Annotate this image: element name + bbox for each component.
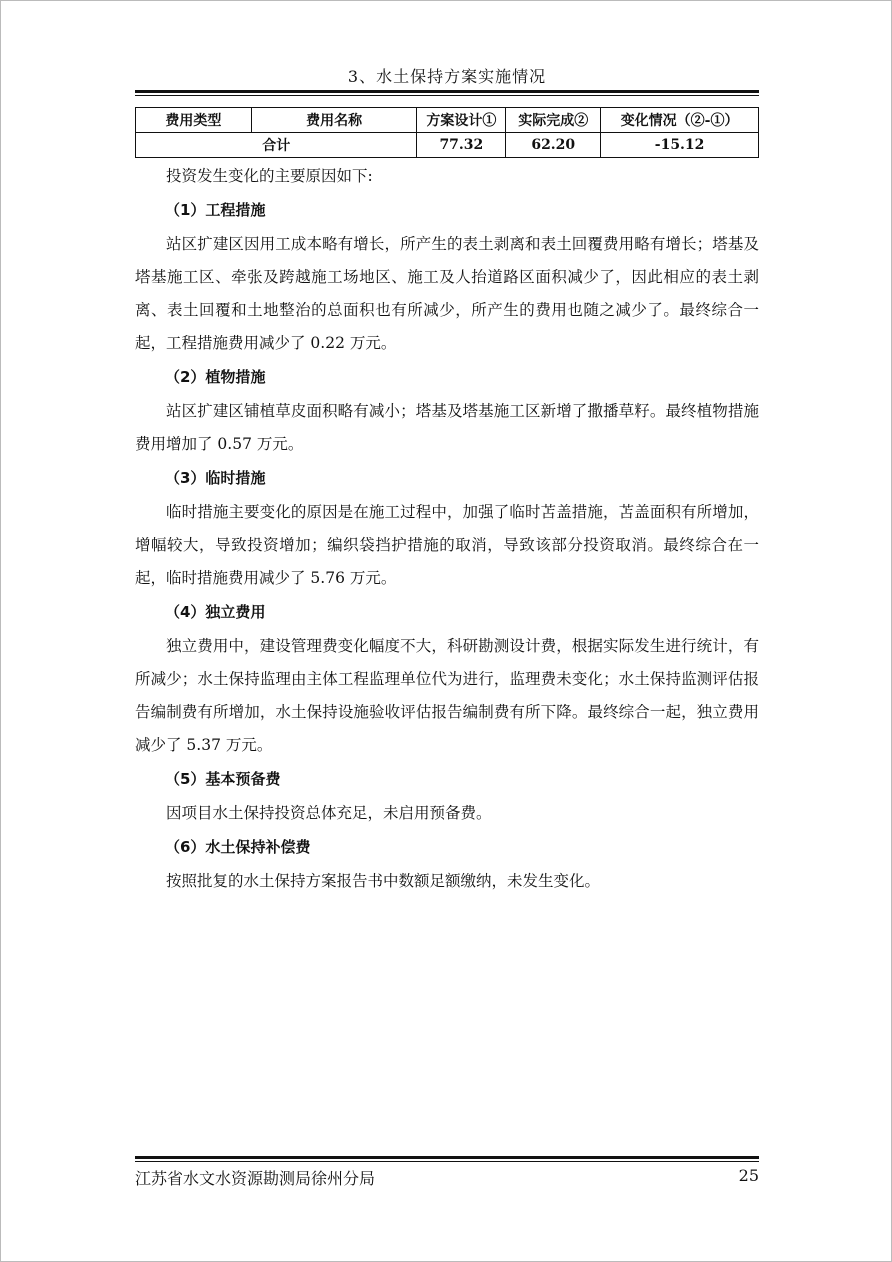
section-heading-independent: （4）独立费用 <box>165 603 266 621</box>
footer-organization: 江苏省水文水资源勘测局徐州分局 <box>135 1169 376 1188</box>
section-heading-compensation: （6）水土保持补偿费 <box>165 838 311 856</box>
section-heading-plant: （2）植物措施 <box>165 368 266 386</box>
running-header: 3、水土保持方案实施情况 <box>347 67 547 86</box>
section-paragraph-engineering: 站区扩建区因用工成本略有增长，所产生的表土剥离和表土回覆费用略有增长；塔基及塔基施工区、牵张及跨越施工场地区、施工及人抬道路区面积减少了，因此相应的表土剥离、表土回覆和土地整治的总面积也有所减少，所产生的费用也随之减少了。最终综合一起，工程措施费用减少了 0.22 万元。 <box>135 235 759 352</box>
table-total-row <box>136 133 759 158</box>
section-heading-temporary: （3）临时措施 <box>165 469 266 487</box>
table-header-row <box>136 108 759 133</box>
section-paragraph-compensation: 按照批复的水土保持方案报告书中数额足额缴纳，未发生变化。 <box>166 872 601 890</box>
total-change: -15.12 <box>601 133 759 158</box>
col-header-actual: 实际完成② <box>506 108 601 133</box>
section-paragraph-reserve: 因项目水土保持投资总体充足，未启用预备费。 <box>166 804 492 822</box>
footer-rule <box>135 1156 759 1162</box>
section-paragraph-plant: 站区扩建区铺植草皮面积略有减小；塔基及塔基施工区新增了撒播草籽。最终植物措施费用增加了 0.57 万元。 <box>135 402 759 453</box>
col-header-cost-name: 费用名称 <box>251 108 417 133</box>
col-header-change: 变化情况（②-①） <box>601 108 759 133</box>
intro-paragraph: 投资发生变化的主要原因如下: <box>166 167 373 185</box>
total-label: 合计 <box>136 133 417 158</box>
section-paragraph-temporary: 临时措施主要变化的原因是在施工过程中，加强了临时苫盖措施，苫盖面积有所增加，增幅较大，导致投资增加；编织袋挡护措施的取消，导致该部分投资取消。最终综合在一起，临时措施费用减少了 5.76 万元。 <box>135 503 759 587</box>
section-heading-engineering: （1）工程措施 <box>165 201 266 219</box>
header-rule <box>135 90 759 96</box>
section-paragraph-independent: 独立费用中，建设管理费变化幅度不大，科研勘测设计费，根据实际发生进行统计，有所减少；水土保持监理由主体工程监理单位代为进行，监理费未变化；水土保持监测评估报告编制费有所增加，水土保持设施验收评估报告编制费有所下降。最终综合一起，独立费用减少了 5.37 万元。 <box>135 637 759 754</box>
col-header-design: 方案设计① <box>417 108 506 133</box>
body-text <box>135 160 759 898</box>
total-actual: 62.20 <box>506 133 601 158</box>
cost-table <box>135 107 759 158</box>
page-number: 25 <box>738 1166 759 1185</box>
col-header-cost-type: 费用类型 <box>136 108 252 133</box>
total-design: 77.32 <box>417 133 506 158</box>
section-heading-reserve: （5）基本预备费 <box>165 770 281 788</box>
